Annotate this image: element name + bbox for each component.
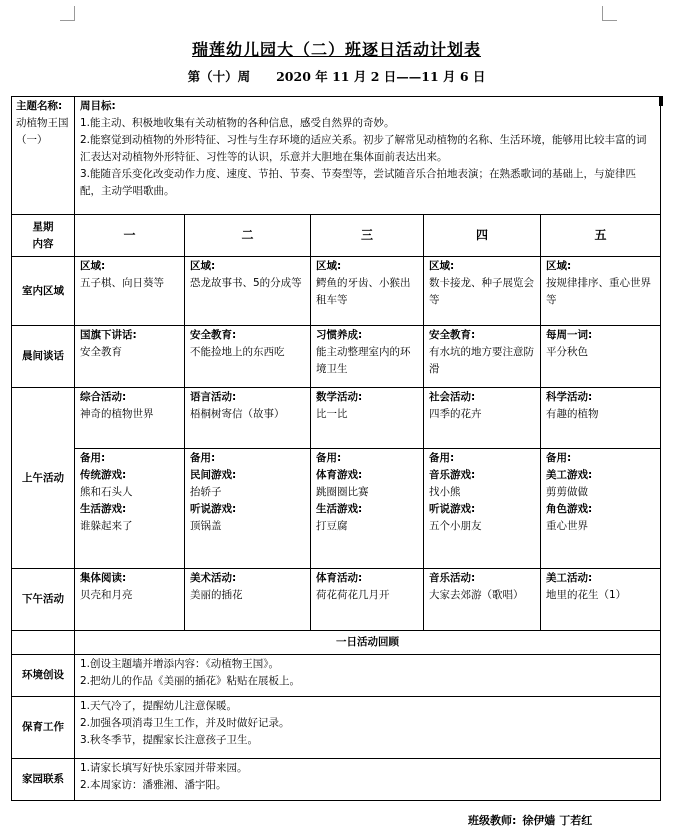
cell-content: 按规律排序、重心世界等	[546, 277, 651, 306]
cell-title: 区域:	[80, 260, 106, 272]
care-row	[12, 697, 661, 759]
pm-activity-cell	[424, 569, 541, 631]
indoor-area-row	[12, 257, 661, 326]
row-label-indoor: 室内区域	[12, 257, 75, 326]
cell-content: 平分秋色	[546, 346, 588, 358]
care-item: 3.秋冬季节，提醒家长注意孩子卫生。	[80, 734, 259, 746]
game1-title: 传统游戏:	[80, 469, 127, 481]
am-activity-row	[12, 388, 661, 449]
cell-title: 社会活动:	[429, 391, 476, 403]
cell-title: 音乐活动:	[429, 572, 476, 584]
activity-plan-table	[11, 96, 661, 801]
cell-title: 安全教育:	[429, 329, 476, 341]
am-backup-cell	[75, 449, 185, 569]
day-friday: 五	[541, 215, 661, 257]
backup-label: 备用:	[316, 452, 342, 464]
cell-title: 语言活动:	[190, 391, 237, 403]
game1-title: 美工游戏:	[546, 469, 593, 481]
game2-title: 听说游戏:	[190, 503, 237, 515]
game1-content: 找小熊	[429, 486, 461, 498]
daily-review-row	[12, 631, 661, 655]
table-edge-mark	[659, 96, 663, 106]
morning-talk-row	[12, 326, 661, 388]
game2-content: 顶锅盖	[190, 520, 222, 532]
am-backup-row	[12, 449, 661, 569]
care-item: 1.天气冷了，提醒幼儿注意保暖。	[80, 700, 238, 712]
indoor-cell	[185, 257, 311, 326]
pm-activity-cell	[311, 569, 424, 631]
home-contact-item: 2.本周家访：潘雅湘、潘宇阳。	[80, 779, 227, 791]
am-activity-cell	[541, 388, 661, 449]
game1-content: 跳圈圈比赛	[316, 486, 369, 498]
cell-content: 安全教育	[80, 346, 122, 358]
cell-title: 美术活动:	[190, 572, 237, 584]
row-label-pm-activity: 下午活动	[12, 569, 75, 631]
backup-label: 备用:	[429, 452, 455, 464]
indoor-cell	[75, 257, 185, 326]
weekday-corner-label: 星期 内容	[12, 215, 75, 257]
cell-content: 大家去郊游（歌唱）	[429, 589, 524, 601]
page-corner-mark-right	[602, 6, 617, 21]
indoor-cell	[311, 257, 424, 326]
theme-cell	[12, 97, 75, 215]
goal-item: 3.能随音乐变化改变动作力度、速度、节拍、节奏、节奏型等，尝试随音乐合拍地表演；在熟悉歌词的基础上，与旋律匹配，主动学唱歌曲。	[80, 168, 637, 197]
am-activity-cell	[185, 388, 311, 449]
week-subtitle	[0, 67, 673, 85]
weekly-goals-cell	[75, 97, 661, 215]
pm-activity-cell	[541, 569, 661, 631]
morning-talk-cell	[541, 326, 661, 388]
backup-label: 备用:	[190, 452, 216, 464]
row-label-am-activity: 上午活动	[12, 388, 75, 569]
game1-title: 民间游戏:	[190, 469, 237, 481]
pm-activity-row	[12, 569, 661, 631]
environment-row	[12, 655, 661, 697]
pm-activity-cell	[75, 569, 185, 631]
cell-title: 区域:	[316, 260, 342, 272]
am-backup-cell	[541, 449, 661, 569]
teacher-signature	[468, 812, 592, 828]
theme-label: 主题名称:	[16, 100, 63, 112]
cell-title: 体育活动:	[316, 572, 363, 584]
game2-content: 打豆腐	[316, 520, 348, 532]
cell-title: 集体阅读:	[80, 572, 127, 584]
cell-content: 不能捡地上的东西吃	[190, 346, 285, 358]
home-contact-row	[12, 759, 661, 801]
morning-talk-cell	[311, 326, 424, 388]
daily-review-label: 一日活动回顾	[75, 631, 661, 655]
theme-goals-row	[12, 97, 661, 215]
cell-title: 区域:	[546, 260, 572, 272]
goal-item: 2.能察觉到动植物的外形特征、习性与生存环境的适应关系。初步了解常见动植物的名称、生活环境，能够用比较丰富的词汇表达对动植物外形特征、习性等的认识，乐意并大胆地在集体面前表达出来。	[80, 134, 647, 163]
teacher-label: 班级教师:	[468, 814, 517, 827]
game2-content: 五个小朋友	[429, 520, 482, 532]
home-contact-item: 1.请家长填写好快乐家园并带来园。	[80, 762, 248, 774]
cell-title: 数学活动:	[316, 391, 363, 403]
day-wednesday: 三	[311, 215, 424, 257]
game1-content: 剪剪做做	[546, 486, 588, 498]
am-activity-cell	[75, 388, 185, 449]
morning-talk-cell	[75, 326, 185, 388]
teacher-names: 徐伊嫱 丁若红	[522, 814, 593, 827]
cell-title: 综合活动:	[80, 391, 127, 403]
cell-content: 荷花荷花几月开	[316, 589, 390, 601]
cell-content: 有趣的植物	[546, 408, 599, 420]
cell-content: 贝壳和月亮	[80, 589, 133, 601]
goal-item: 1.能主动、积极地收集有关动植物的各种信息，感受自然界的奇妙。	[80, 117, 395, 129]
morning-talk-cell	[185, 326, 311, 388]
pm-activity-cell	[185, 569, 311, 631]
backup-label: 备用:	[80, 452, 106, 464]
cell-title: 安全教育:	[190, 329, 237, 341]
cell-title: 国旗下讲话:	[80, 329, 137, 341]
row-label-morning-talk: 晨间谈话	[12, 326, 75, 388]
goals-label: 周目标:	[80, 100, 116, 112]
game2-title: 生活游戏:	[80, 503, 127, 515]
cell-content: 神奇的植物世界	[80, 408, 154, 420]
page-corner-mark-left	[60, 6, 75, 21]
home-contact-cell	[75, 759, 661, 801]
am-backup-cell	[185, 449, 311, 569]
cell-content: 鳄鱼的牙齿、小猴出租车等	[316, 277, 411, 306]
indoor-cell	[424, 257, 541, 326]
cell-content: 五子棋、向日葵等	[80, 277, 164, 289]
indoor-cell	[541, 257, 661, 326]
day-monday: 一	[75, 215, 185, 257]
environment-item: 2.把幼儿的作品《美丽的插花》粘贴在展板上。	[80, 675, 301, 687]
cell-content: 四季的花卉	[429, 408, 482, 420]
cell-title: 区域:	[190, 260, 216, 272]
care-item: 2.加强各项消毒卫生工作，并及时做好记录。	[80, 717, 290, 729]
cell-title: 习惯养成:	[316, 329, 363, 341]
theme-name: 动植物王国（一）	[16, 117, 69, 146]
week-number: 第（十）周	[187, 69, 251, 84]
game2-content: 重心世界	[546, 520, 588, 532]
day-tuesday: 二	[185, 215, 311, 257]
daily-review-blank	[12, 631, 75, 655]
game2-title: 生活游戏:	[316, 503, 363, 515]
morning-talk-cell	[424, 326, 541, 388]
cell-title: 区域:	[429, 260, 455, 272]
page-title: 瑞莲幼儿园大（二）班逐日活动计划表	[191, 40, 481, 59]
game1-title: 体育游戏:	[316, 469, 363, 481]
cell-content: 地里的花生（1）	[546, 589, 627, 601]
am-backup-cell	[424, 449, 541, 569]
cell-title: 科学活动:	[546, 391, 593, 403]
environment-item: 1.创设主题墙并增添内容：《动植物王国》。	[80, 658, 280, 670]
cell-content: 恐龙故事书、5的分成等	[190, 277, 302, 289]
weekday-header-row	[12, 215, 661, 257]
environment-cell	[75, 655, 661, 697]
row-label-care: 保育工作	[12, 697, 75, 759]
am-backup-cell	[311, 449, 424, 569]
am-activity-cell	[311, 388, 424, 449]
game2-content: 谁躲起来了	[80, 520, 133, 532]
cell-content: 数卡接龙、种子展览会等	[429, 277, 534, 306]
backup-label: 备用:	[546, 452, 572, 464]
cell-content: 美丽的插花	[190, 589, 243, 601]
game1-title: 音乐游戏:	[429, 469, 476, 481]
row-label-home-contact: 家园联系	[12, 759, 75, 801]
care-cell	[75, 697, 661, 759]
game1-content: 熊和石头人	[80, 486, 133, 498]
cell-content: 比一比	[316, 408, 348, 420]
date-range: 2020 年 11 月 2 日——11 月 6 日	[276, 69, 486, 84]
cell-title: 美工活动:	[546, 572, 593, 584]
game2-title: 听说游戏:	[429, 503, 476, 515]
cell-content: 能主动整理室内的环境卫生	[316, 346, 411, 375]
cell-content: 梧桐树寄信（故事）	[190, 408, 285, 420]
day-thursday: 四	[424, 215, 541, 257]
row-label-environment: 环境创设	[12, 655, 75, 697]
cell-title: 每周一词:	[546, 329, 593, 341]
game1-content: 抬轿子	[190, 486, 222, 498]
game2-title: 角色游戏:	[546, 503, 593, 515]
am-activity-cell	[424, 388, 541, 449]
cell-content: 有水坑的地方要注意防滑	[429, 346, 534, 375]
